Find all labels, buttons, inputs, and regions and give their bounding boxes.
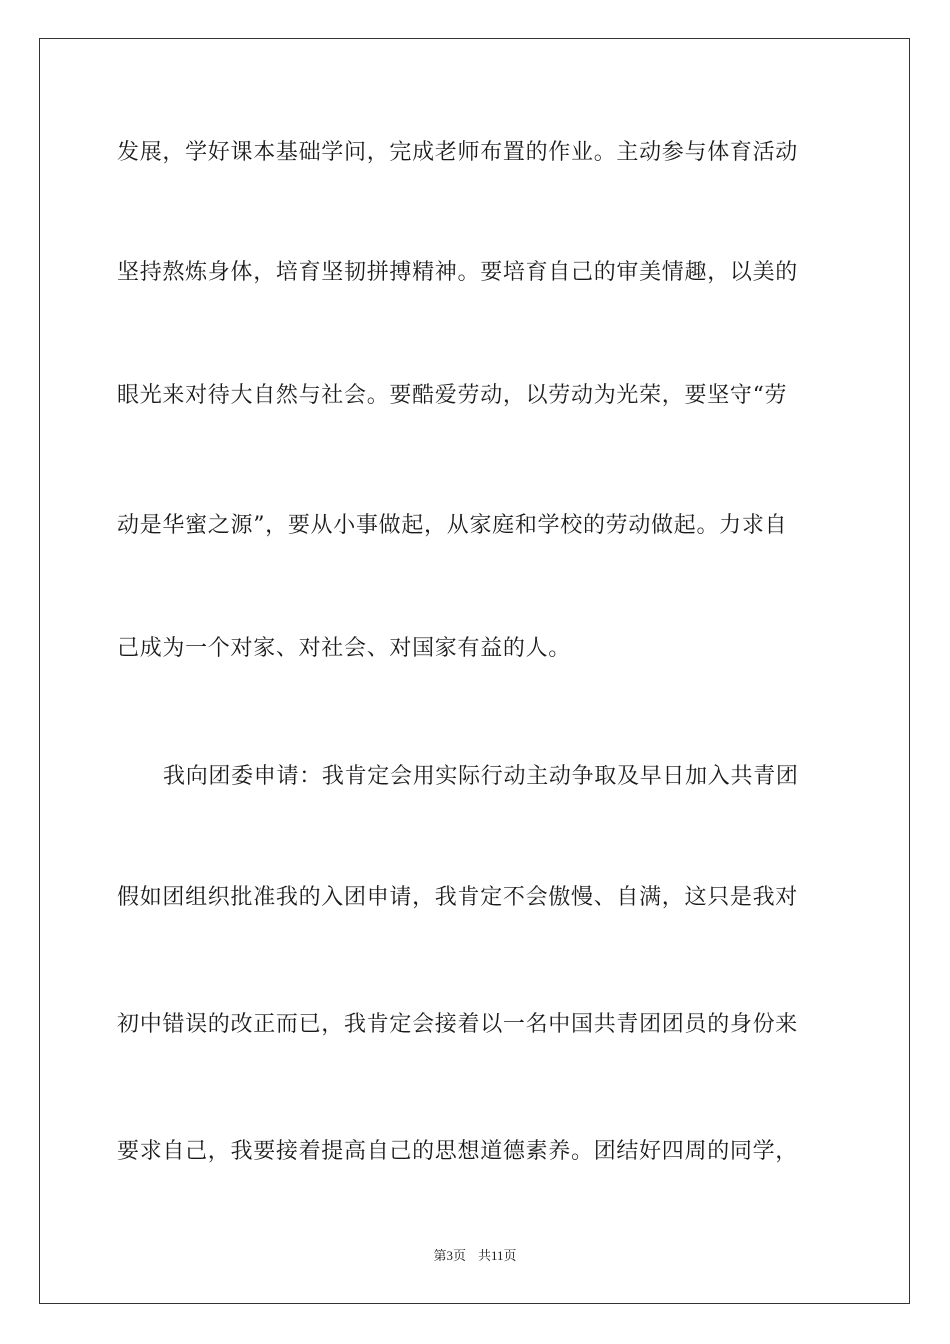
page-footer [0,1247,950,1265]
page-total: 共11页 [477,1248,517,1263]
paragraph-line: 要求自己，我要接着提高自己的思想道德素养。团结好四周的同学， [117,1139,799,1164]
paragraph-line: 假如团组织批准我的入团申请，我肯定不会傲慢、自满，这只是我对 [117,885,799,910]
paragraph-line: 初中错误的改正而已，我肯定会接着以一名中国共青团团员的身份来 [117,1012,799,1037]
paragraph-line: 发展，学好课本基础学问，完成老师布置的作业。主动参与体育活动 [117,140,799,165]
paragraph-line: 己成为一个对家、对社会、对国家有益的人。 [117,636,572,661]
page-number: 第3页 [433,1248,466,1263]
paragraph-line: 动是华蜜之源”，要从小事做起，从家庭和学校的劳动做起。力求自 [117,513,788,538]
paragraph-line: 眼光来对待大自然与社会。要酷爱劳动，以劳动为光荣，要坚守“劳 [117,383,788,408]
page-border [39,38,910,1304]
paragraph-line: 我向团委申请：我肯定会用实际行动主动争取及早日加入共青团 [163,764,799,789]
paragraph-line: 坚持熬炼身体，培育坚韧拼搏精神。要培育自己的审美情趣，以美的 [117,260,799,285]
